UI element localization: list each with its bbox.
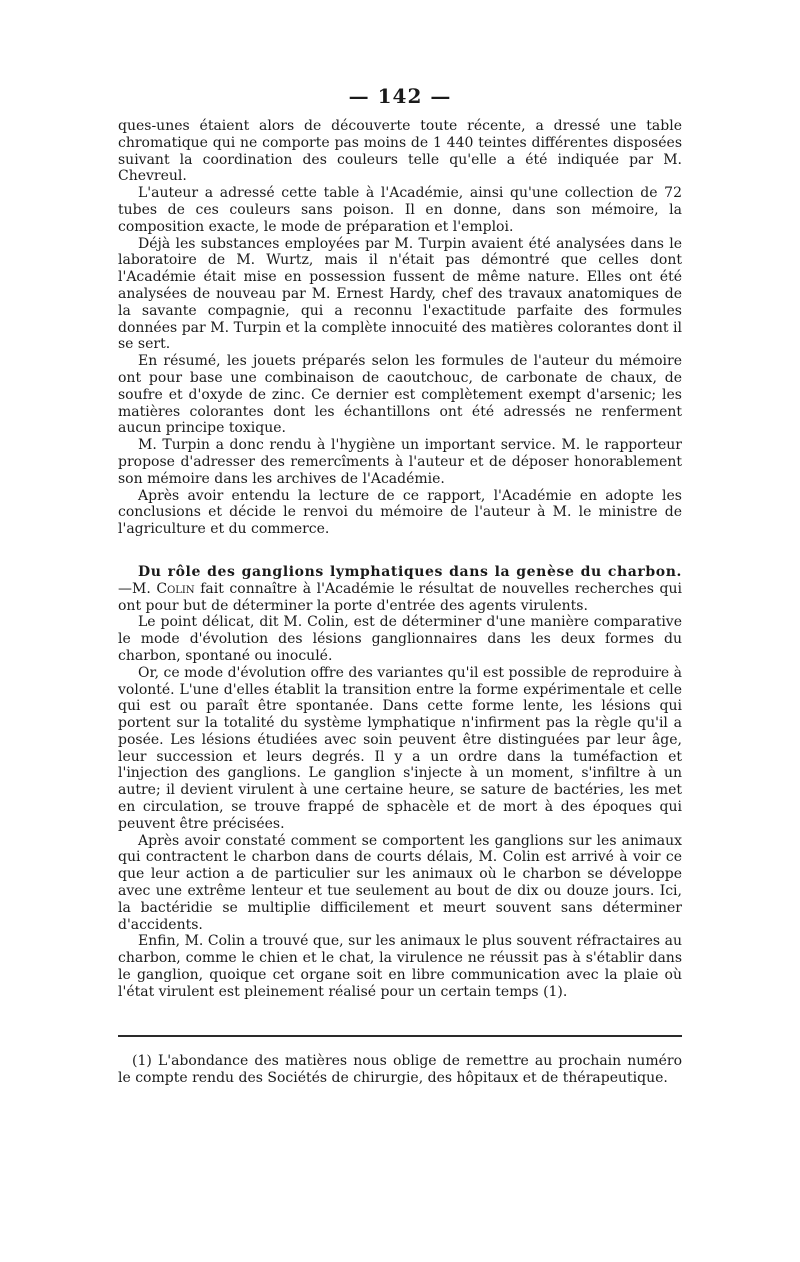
paragraph: L'auteur a adressé cette table à l'Académie, ainsi qu'une collection de 72 tubes de ces couleurs sans poison. Il en donne, dans son mémoire, la composition exacte, le mode de préparation et l'emploi. (118, 185, 682, 235)
section-dash: —M. (118, 580, 157, 597)
section-heading-paragraph (118, 564, 682, 614)
section-author: Colin (156, 580, 195, 597)
paragraph: Déjà les substances employées par M. Turpin avaient été analysées dans le laboratoire de M. Wurtz, mais il n'était pas démontré que celles dont l'Académie était mise en possession fussent de même nature. Elles ont été analysées de nouveau par M. Ernest Hardy, chef des travaux anatomiques de la savante compagnie, qui a reconnu l'exactitude parfaite des formules données par M. Turpin et la complète innocuité des matières colorantes dont il se sert. (118, 235, 682, 353)
section-title: Du rôle des ganglions lymphatiques dans la genèse du charbon. (138, 563, 682, 580)
paragraph: Or, ce mode d'évolution offre des variantes qu'il est possible de reproduire à volonté. L'une d'elles établit la transition entre la forme expérimentale et celle qui est ou paraît être spontanée. Dans cette forme lente, les lésions qui portent sur la totalité du système lymphatique n'infirment pas la règle qu'il a posée. Les lésions étudiées avec soin peuvent être distinguées par leur âge, leur succession et leurs degrés. Il y a un ordre dans la tuméfaction et l'injection des ganglions. Le ganglion s'injecte à un moment, s'infiltre à un autre; il devient virulent à une certaine heure, se sature de bactéries, les met en circulation, se trouve frappé de sphacèle et de mort à des époques qui peuvent être précisées. (118, 664, 682, 832)
paragraph: Enfin, M. Colin a trouvé que, sur les animaux le plus souvent réfractaires au charbon, comme le chien et le chat, la virulence ne réussit pas à s'établir dans le ganglion, quoique cet organe soit en libre communication avec la plaie où l'état virulent est pleinement réalisé pour un certain temps (1). (118, 933, 682, 1000)
paragraph: Après avoir constaté comment se comportent les ganglions sur les animaux qui contractent le charbon dans de courts délais, M. Colin est arrivé à voir ce que leur action a de particulier sur les animaux où le charbon se développe avec une extrême lenteur et tue seulement au bout de dix ou douze jours. Ici, la bactéridie se multiplie difficilement et meurt souvent sans déterminer d'accidents. (118, 832, 682, 933)
paragraph-continuation: ques-unes étaient alors de découverte toute récente, a dressé une table chromatique qui ne comporte pas moins de 1 440 teintes différentes disposées suivant la coordination des couleurs telle qu'elle a été indiquée par M. Chevreul. (118, 118, 682, 185)
section-intro: fait connaître à l'Académie le résultat de nouvelles recherches qui ont pour but de déterminer la porte d'entrée des agents virulents. (118, 580, 682, 614)
footnote: (1) L'abondance des matières nous oblige de remettre au prochain numéro le compte rendu des Sociétés de chirurgie, des hôpitaux et de thérapeutique. (118, 1052, 682, 1086)
footnote-divider (118, 1035, 682, 1037)
paragraph: M. Turpin a donc rendu à l'hygiène un important service. M. le rapporteur propose d'adresser des remercîments à l'auteur et de déposer honorablement son mémoire dans les archives de l'Académie. (118, 437, 682, 487)
paragraph: En résumé, les jouets préparés selon les formules de l'auteur du mémoire ont pour base une combinaison de caoutchouc, de carbonate de chaux, de soufre et d'oxyde de zinc. Ce dernier est complètement exempt d'arsenic; les matières colorantes dont les échantillons ont été adressés ne renferment aucun principe toxique. (118, 353, 682, 437)
section-spacer (118, 538, 682, 564)
paragraph: Le point délicat, dit M. Colin, est de déterminer d'une manière comparative le mode d'évolution des lésions ganglionnaires dans les deux formes du charbon, spontané ou inoculé. (118, 614, 682, 664)
book-page (118, 84, 682, 1087)
paragraph: Après avoir entendu la lecture de ce rapport, l'Académie en adopte les conclusions et décide le renvoi du mémoire de l'auteur à M. le ministre de l'agriculture et du commerce. (118, 487, 682, 538)
page-number: — 142 — (348, 84, 452, 108)
